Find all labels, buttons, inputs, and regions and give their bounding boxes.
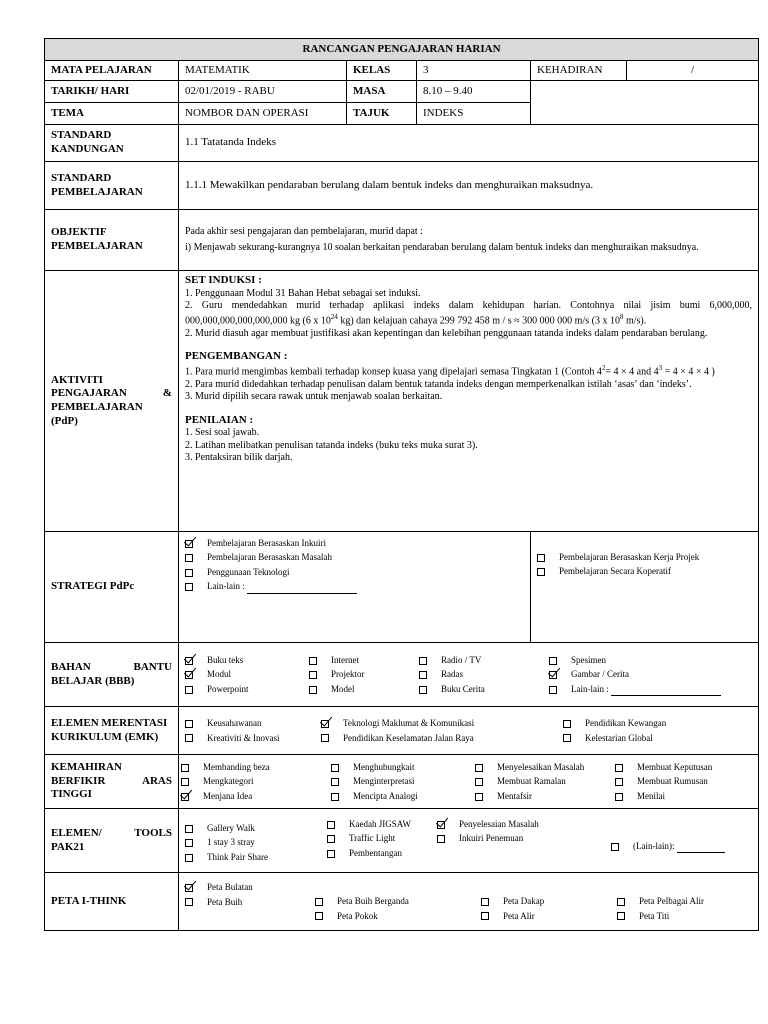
class-label: KELAS: [347, 61, 417, 81]
lesson-plan-table: [44, 38, 759, 931]
emk-label: ELEMEN MERENTASI KURIKULUM (EMK): [45, 707, 179, 755]
checkbox-icon: [475, 793, 483, 801]
bbb-option[interactable]: Modul: [185, 667, 303, 681]
pak21-label: ELEMEN/ TOOLS PAK21: [45, 809, 179, 873]
objective-cell: [179, 210, 759, 271]
class-value: 3: [417, 61, 531, 81]
assessment-item-1: 1. Sesi soal jawab.: [185, 427, 260, 439]
checkbox-icon: [615, 778, 623, 786]
objective-label: OBJEKTIF PEMBELAJARAN: [45, 210, 179, 271]
strategy-label: STRATEGI PdPc: [45, 532, 179, 643]
kbat-option[interactable]: Membuat Rumusan: [615, 774, 752, 788]
kbat-option[interactable]: Menyelesaikan Masalah: [475, 760, 609, 774]
checkbox-icon: [327, 821, 335, 829]
kbat-option[interactable]: Membuat Keputusan: [615, 760, 752, 774]
checkbox-icon: [185, 686, 193, 694]
checkbox-icon: [437, 835, 445, 843]
ithink-grid: [185, 880, 752, 923]
theme-label: TEMA: [45, 103, 179, 125]
ithink-col-1: [185, 880, 309, 909]
assessment-item-3: 3. Pentaksiran bilik darjah.: [185, 452, 293, 464]
emk-option[interactable]: Pendidikan Keselamatan Jalan Raya: [321, 731, 557, 745]
checkbox-icon: [185, 554, 193, 562]
strategy-left: [179, 532, 531, 643]
ithink-label: PETA I-THINK: [45, 873, 179, 931]
checkbox-icon: [615, 793, 623, 801]
emk-option[interactable]: Kreativiti & Inovasi: [185, 731, 315, 745]
page-title: RANCANGAN PENGAJARAN HARIAN: [45, 39, 759, 61]
objective-item: i) Menjawab sekurang-kurangnya 10 soalan berkaitan pendaraban berulang dalam bentuk indeks dan menghuraikan maksudnya.: [185, 242, 699, 253]
strategy-option[interactable]: Lain-lain :: [185, 579, 524, 593]
kbat-label: KEMAHIRAN BERFIKIR ARAS TINGGI: [45, 755, 179, 809]
emk-option[interactable]: Teknologi Maklumat & Komunikasi: [321, 716, 557, 730]
bbb-grid: [185, 653, 752, 696]
checkbox-icon: [437, 821, 445, 829]
assessment-title: PENILAIAN :: [185, 413, 254, 426]
bbb-option[interactable]: Buku teks: [185, 653, 303, 667]
checkbox-icon: [537, 554, 545, 562]
emk-grid: [185, 716, 752, 745]
checkbox-icon: [309, 657, 317, 665]
checkbox-icon: [475, 778, 483, 786]
kbat-option[interactable]: Menghubungkait: [331, 760, 469, 774]
bbb-option[interactable]: Model: [309, 682, 413, 696]
strategy-right: [531, 532, 759, 643]
pak21-option[interactable]: Gallery Walk: [185, 821, 321, 835]
ithink-col-4: [617, 880, 752, 923]
checkbox-icon: [185, 720, 193, 728]
checkbox-icon: [185, 540, 193, 548]
emk-option[interactable]: Pendidikan Kewangan: [563, 716, 752, 730]
kbat-option[interactable]: Membanding beza: [181, 760, 325, 774]
checkbox-icon: [315, 912, 323, 920]
bbb-option[interactable]: Radio / TV: [419, 653, 543, 667]
checkbox-icon: [327, 835, 335, 843]
pak21-cell: [179, 809, 759, 873]
pak21-option[interactable]: Traffic Light: [327, 831, 431, 845]
attendance-label: KEHADIRAN: [531, 61, 627, 81]
fill-line: [677, 852, 725, 853]
attendance-value: /: [627, 61, 759, 81]
assessment-item-2: 2. Latihan melibatkan penulisan tatanda indeks (buku teks muka surat 3).: [185, 439, 478, 451]
bbb-option[interactable]: Spesimen: [549, 653, 752, 667]
strategy-option[interactable]: Pembelajaran Berasaskan Kerja Projek: [537, 550, 752, 564]
kbat-cell: [179, 755, 759, 809]
checkbox-icon: [549, 686, 557, 694]
emk-cell: [179, 707, 759, 755]
checkbox-icon: [475, 764, 483, 772]
learning-standard-value: 1.1.1 Mewakilkan pendaraban berulang dalam bentuk indeks dan menghuraikan maksudnya.: [179, 162, 759, 210]
kbat-option[interactable]: Mentafsir: [475, 789, 609, 803]
pak21-grid: [185, 817, 752, 864]
checkbox-icon: [611, 843, 619, 851]
checkbox-icon: [327, 850, 335, 858]
ithink-option[interactable]: Peta Alir: [481, 909, 611, 923]
time-label: MASA: [347, 81, 417, 103]
bbb-option[interactable]: Lain-lain :: [549, 682, 752, 696]
fill-line: [611, 695, 721, 696]
bbb-option[interactable]: Projektor: [309, 667, 413, 681]
bbb-option[interactable]: Buku Cerita: [419, 682, 543, 696]
ithink-option[interactable]: Peta Buih Berganda: [315, 894, 475, 908]
ithink-col-2: [315, 880, 475, 923]
checkbox-icon: [617, 912, 625, 920]
checkbox-icon: [481, 898, 489, 906]
checkbox-icon: [185, 569, 193, 577]
kbat-option[interactable]: Menginterpretasi: [331, 774, 469, 788]
checkbox-icon: [549, 671, 557, 679]
checkbox-icon: [181, 778, 189, 786]
strategy-option[interactable]: Pembelajaran Secara Koperatif: [537, 564, 752, 578]
checkbox-icon: [185, 884, 193, 892]
fill-line: [247, 593, 357, 594]
ithink-option[interactable]: Peta Dakap: [481, 894, 611, 908]
strategy-option[interactable]: Penggunaan Teknologi: [185, 565, 524, 579]
emk-option[interactable]: Keusahawanan: [185, 716, 315, 730]
strategy-option[interactable]: Pembelajaran Berasaskan Masalah: [185, 550, 524, 564]
checkbox-icon: [185, 825, 193, 833]
activity-cell: [179, 271, 759, 532]
pak21-option[interactable]: Kaedah JIGSAW: [327, 817, 431, 831]
checkbox-icon: [617, 898, 625, 906]
checkbox-icon: [185, 839, 193, 847]
checkbox-icon: [331, 778, 339, 786]
pak21-option[interactable]: Think Pair Share: [185, 850, 321, 864]
pak21-option[interactable]: Inkuiri Penemuan: [437, 831, 605, 845]
subject-value: MATEMATIK: [179, 61, 347, 81]
pak21-option[interactable]: 1 stay 3 stray: [185, 835, 321, 849]
checkbox-icon: [185, 671, 193, 679]
bbb-option[interactable]: Gambar / Cerita: [549, 667, 752, 681]
bbb-label: BAHAN BANTU BELAJAR (BBB): [45, 643, 179, 707]
pak21-option[interactable]: (Lain-lain):: [611, 839, 752, 853]
kbat-grid: [181, 760, 752, 803]
bbb-cell: [179, 643, 759, 707]
kbat-option[interactable]: Mencipta Analogi: [331, 789, 469, 803]
blank-cell: [531, 81, 759, 125]
checkbox-icon: [481, 912, 489, 920]
bbb-option[interactable]: Radas: [419, 667, 543, 681]
bbb-option[interactable]: Internet: [309, 653, 413, 667]
checkbox-icon: [309, 686, 317, 694]
content-standard-value: 1.1 Tatatanda Indeks: [179, 125, 759, 162]
checkbox-icon: [185, 898, 193, 906]
topic-label: TAJUK: [347, 103, 417, 125]
pak21-col-4: [611, 817, 752, 853]
development-item-2: 2. Para murid didedahkan terhadap penulisan dalam bentuk tatanda indeks dengan memperkenalkan istilah ‘asas’ dan ‘indeks’.: [185, 378, 692, 390]
checkbox-icon: [321, 734, 329, 742]
strategy-option[interactable]: Pembelajaran Berasaskan Inkuiri: [185, 536, 524, 550]
kbat-option[interactable]: Membuat Ramalan: [475, 774, 609, 788]
ithink-option[interactable]: Peta Pelbagai Alir: [617, 894, 752, 908]
checkbox-icon: [181, 764, 189, 772]
ithink-cell: [179, 873, 759, 931]
checkbox-icon: [315, 898, 323, 906]
kbat-option[interactable]: Menjana Idea: [181, 789, 325, 803]
checkbox-icon: [309, 671, 317, 679]
ithink-option[interactable]: Peta Titi: [617, 909, 752, 923]
development-title: PENGEMBANGAN :: [185, 350, 288, 363]
learning-standard-label: STANDARD PEMBELAJARAN: [45, 162, 179, 210]
objective-intro: Pada akhir sesi pengajaran dan pembelajaran, murid dapat :: [185, 225, 423, 237]
date-value: 02/01/2019 - RABU: [179, 81, 347, 103]
topic-value: INDEKS: [417, 103, 531, 125]
kbat-option[interactable]: Menilai: [615, 789, 752, 803]
bbb-option[interactable]: Powerpoint: [185, 682, 303, 696]
pak21-option[interactable]: Pembentangan: [327, 846, 431, 860]
checkbox-icon: [185, 734, 193, 742]
date-label: TARIKH/ HARI: [45, 81, 179, 103]
pak21-col-3: [437, 817, 605, 846]
time-value: 8.10 – 9.40: [417, 81, 531, 103]
pak21-col-1: [185, 817, 321, 864]
checkbox-icon: [321, 720, 329, 728]
checkbox-icon: [537, 568, 545, 576]
content-standard-label: STANDARD KANDUNGAN: [45, 125, 179, 162]
emk-option[interactable]: Kelestarian Global: [563, 731, 752, 745]
induction-title: SET INDUKSI :: [185, 274, 262, 286]
ithink-option[interactable]: Peta Pokok: [315, 909, 475, 923]
development-item-3: 3. Murid dipilih secara rawak untuk menjawab soalan berkaitan.: [185, 391, 443, 403]
pak21-col-2: [327, 817, 431, 860]
kbat-option[interactable]: Mengkategori: [181, 774, 325, 788]
checkbox-icon: [563, 734, 571, 742]
checkbox-icon: [419, 686, 427, 694]
induction-item-3: 2. Murid diasuh agar membuat justifikasi akan kepentingan dan kelebihan penggunaan tatanda indeks dalam pendaraban berulang.: [185, 327, 708, 339]
checkbox-icon: [185, 657, 193, 665]
development-item-1: 1. Para murid mengimbas kembali terhadap konsep kuasa yang dipelajari semasa Tingkatan 1 (Contoh $4^2= 4 \times 4$ and $4^3 = 4 \times 4 \times 4$ ): [185, 363, 715, 378]
activity-label: AKTIVITI PENGAJARAN & PEMBELAJARAN (PdP): [45, 271, 179, 532]
checkbox-icon: [181, 793, 189, 801]
ithink-option[interactable]: Peta Buih: [185, 895, 309, 909]
checkbox-icon: [563, 720, 571, 728]
checkbox-icon: [331, 793, 339, 801]
checkbox-icon: [615, 764, 623, 772]
checkbox-icon: [549, 657, 557, 665]
induction-item-1: 1. Penggunaan Modul 31 Bahan Hebat sebagai set induksi.: [185, 287, 421, 299]
checkbox-icon: [331, 764, 339, 772]
theme-value: NOMBOR DAN OPERASI: [179, 103, 347, 125]
ithink-option[interactable]: Peta Bulatan: [185, 880, 309, 894]
checkbox-icon: [419, 671, 427, 679]
checkbox-icon: [419, 657, 427, 665]
checkbox-icon: [185, 583, 193, 591]
checkbox-icon: [185, 854, 193, 862]
ithink-col-3: [481, 880, 611, 923]
subject-label: MATA PELAJARAN: [45, 61, 179, 81]
pak21-option[interactable]: Penyelesaian Masalah: [437, 817, 605, 831]
induction-item-2: 2. Guru mendedahkan murid terhadap aplikasi indeks dalam kehidupan harian. Contohnya nilai jisim bumi 6,000,000, 000,000,000,000,000,000 kg (6 x $10^{24}$ kg) dan kelajuan cahaya 299 792 458 m / s ≈ 300 000 000 m/s (3 x $10^8$ m/s).: [185, 300, 753, 327]
